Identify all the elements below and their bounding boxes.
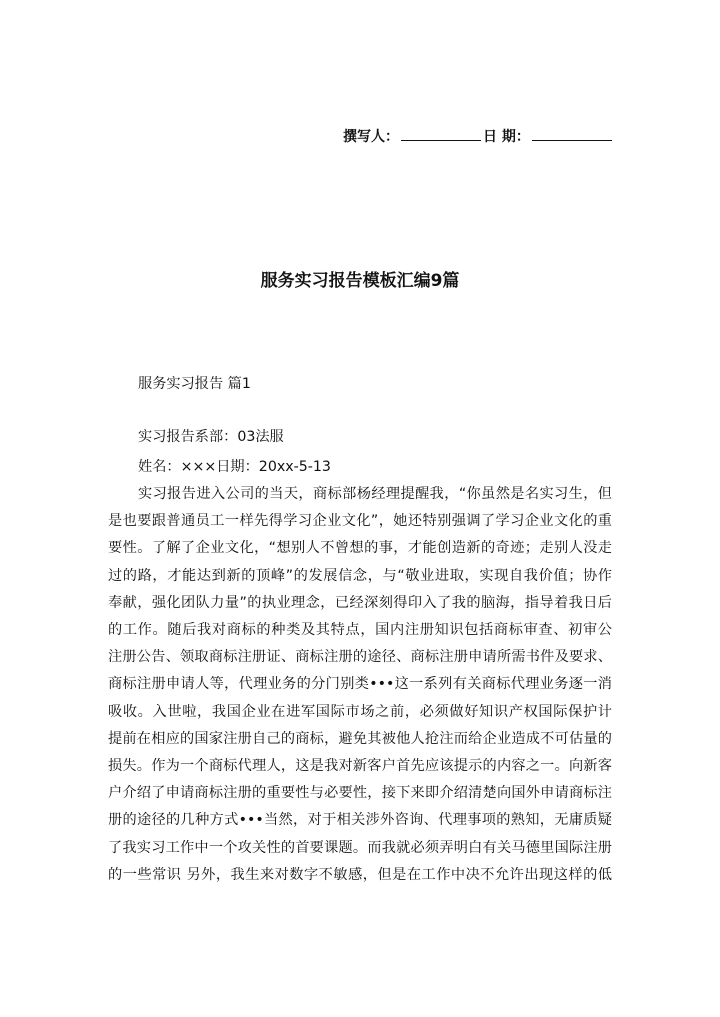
date-label: 日 期： (483, 129, 530, 145)
body-line: 了我实习工作中一个攻关性的首要课题。而我就必须弄明白有关马德里国际注册 (108, 839, 612, 856)
body-line: 提前在相应的国家注册自己的商标，避免其被他人抢注而给企业造成不可估量的 (108, 730, 612, 747)
date-blank (532, 127, 612, 141)
body-line: 户介绍了申请商标注册的重要性与必要性，接下来即介绍清楚向国外申请商标注 (108, 785, 612, 802)
body-line: 吸收。入世啦，我国企业在进军国际市场之前，必须做好知识产权国际保护计 (108, 703, 612, 720)
body-line: 商标注册申请人等，代理业务的分门别类•••这一系列有关商标代理业务逐一消 (108, 676, 612, 693)
body-line: 的工作。随后我对商标的种类及其特点，国内注册知识包括商标审查、初审公 (108, 622, 612, 638)
body-line: 册的途径的几种方式•••当然，对于相关涉外咨询、代理事项的熟知，无庸质疑 (108, 812, 612, 829)
body-line: 要性。了解了企业文化，“想别人不曾想的事，才能创造新的奇迹；走别人没走 (108, 540, 612, 557)
meta-name-date: 姓名：×××日期：20xx-5-13 (138, 459, 331, 475)
body-line: 过的路，才能达到新的顶峰”的发展信念，与“敬业进取，实现自我价值；协作 (108, 567, 612, 584)
meta-department: 实习报告系部：03法服 (138, 429, 284, 445)
body-line: 是也要跟普通员工一样先得学习企业文化”，她还特别强调了学习企业文化的重 (108, 513, 612, 530)
body-line: 注册公告、领取商标注册证、商标注册的途径、商标注册申请所需书件及要求、 (108, 649, 612, 666)
document-title: 服务实习报告模板汇编9篇 (260, 271, 460, 291)
section-heading: 服务实习报告 篇1 (138, 376, 251, 392)
body-line: 损失。作为一个商标代理人，这是我对新客户首先应该提示的内容之一。向新客 (108, 758, 612, 774)
body-line: 奉献，强化团队力量”的执业理念，已经深刻得印入了我的脑海，指导着我日后 (108, 594, 612, 611)
author-blank (401, 127, 481, 141)
body-line: 实习报告进入公司的当天，商标部杨经理提醒我，“你虽然是名实习生，但 (138, 486, 612, 502)
body-line: 的一些常识 另外，我生来对数字不敏感，但是在工作中决不允许出现这样的低 (108, 866, 612, 883)
author-label: 撰写人： (343, 129, 399, 145)
author-date-header (343, 126, 614, 146)
